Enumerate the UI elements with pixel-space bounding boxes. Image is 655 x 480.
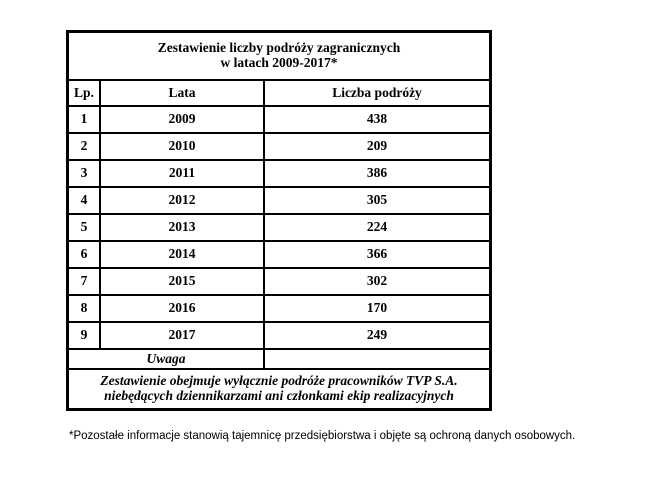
header-count: Liczba podróży: [264, 80, 490, 106]
table-row: [68, 322, 490, 349]
cell-lp: 4: [68, 187, 100, 214]
cell-count: 438: [264, 106, 490, 133]
cell-lp: 8: [68, 295, 100, 322]
note-text-line-2: niebędących dziennikarzami ani członkami ekip realizacyjnych: [104, 388, 454, 403]
cell-year: 2016: [100, 295, 264, 322]
cell-lp: 2: [68, 133, 100, 160]
table-header-row: [68, 80, 490, 106]
document: [66, 30, 488, 411]
cell-lp: 5: [68, 214, 100, 241]
cell-year: 2009: [100, 106, 264, 133]
cell-lp: 9: [68, 322, 100, 349]
header-year: Lata: [100, 80, 264, 106]
note-text: [68, 369, 490, 409]
cell-count: 366: [264, 241, 490, 268]
cell-year: 2014: [100, 241, 264, 268]
cell-lp: 3: [68, 160, 100, 187]
cell-count: 305: [264, 187, 490, 214]
cell-year: 2012: [100, 187, 264, 214]
cell-lp: 6: [68, 241, 100, 268]
travel-stats-table: [66, 30, 492, 411]
cell-count: 209: [264, 133, 490, 160]
footnote: *Pozostałe informacje stanowią tajemnicę przedsiębiorstwa i objęte są ochroną danych osobowych.: [69, 430, 576, 442]
note-label: Uwaga: [68, 349, 264, 369]
cell-year: 2010: [100, 133, 264, 160]
header-lp: Lp.: [68, 80, 100, 106]
cell-count: 302: [264, 268, 490, 295]
table-row: [68, 268, 490, 295]
table-title-row: [68, 32, 490, 80]
cell-year: 2011: [100, 160, 264, 187]
table-title-line-1: Zestawienie liczby podróży zagranicznych: [157, 40, 401, 56]
table-row: [68, 106, 490, 133]
table-row: [68, 295, 490, 322]
table-row: [68, 160, 490, 187]
note-text-line-1: Zestawienie obejmuje wyłącznie podróże pracowników TVP S.A.: [100, 373, 458, 389]
cell-count: 386: [264, 160, 490, 187]
table-row: [68, 187, 490, 214]
note-text-row: [68, 369, 490, 409]
cell-year: 2015: [100, 268, 264, 295]
table-row: [68, 241, 490, 268]
cell-year: 2013: [100, 214, 264, 241]
note-empty-cell: [264, 349, 490, 369]
cell-year: 2017: [100, 322, 264, 349]
table-row: [68, 214, 490, 241]
note-label-row: [68, 349, 490, 369]
table-title: [68, 32, 490, 80]
cell-count: 224: [264, 214, 490, 241]
cell-lp: 7: [68, 268, 100, 295]
cell-count: 170: [264, 295, 490, 322]
cell-count: 249: [264, 322, 490, 349]
table-title-line-2: w latach 2009-2017*: [220, 55, 338, 70]
cell-lp: 1: [68, 106, 100, 133]
table-row: [68, 133, 490, 160]
